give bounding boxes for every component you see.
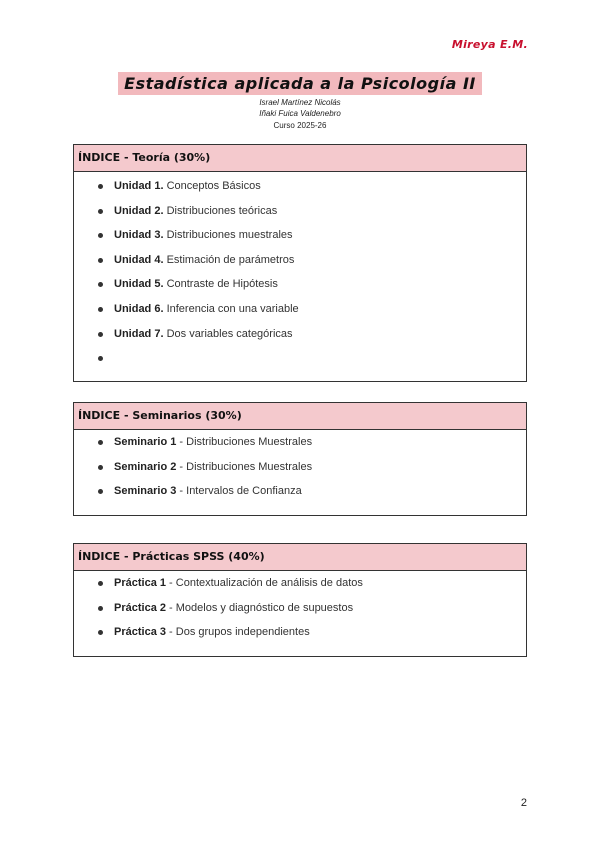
item-text: Inferencia con una variable <box>163 302 299 315</box>
item-text: Distribuciones muestrales <box>163 229 293 242</box>
item-label: Práctica 2 <box>114 601 166 614</box>
list-item[interactable] <box>74 571 526 596</box>
course-year: Curso 2025-26 <box>273 121 327 130</box>
item-label: Unidad 7. <box>114 327 164 340</box>
item-text: - Intervalos de Confianza <box>176 485 302 498</box>
index-practices-box <box>73 543 527 657</box>
item-text: - Dos grupos independientes <box>165 626 310 639</box>
box-padding <box>74 371 526 381</box>
list-item[interactable] <box>74 455 526 480</box>
index-theory-heading: ÍNDICE - Teoría (30%) <box>74 145 526 172</box>
bullet-icon <box>98 307 103 312</box>
bullet-icon <box>98 184 103 189</box>
author-1: Israel Martínez Nicolás <box>259 98 341 107</box>
list-item[interactable] <box>74 174 526 199</box>
title-wrap <box>0 72 600 95</box>
item-label: Práctica 1 <box>114 577 166 589</box>
item-text: Contraste de Hipótesis <box>163 278 278 291</box>
list-item[interactable] <box>74 199 526 224</box>
item-text: - Distribuciones Muestrales <box>176 460 313 473</box>
bullet-icon <box>98 606 103 611</box>
index-theory-box <box>73 144 527 382</box>
item-label: Unidad 3. <box>114 229 164 242</box>
index-practices-heading: ÍNDICE - Prácticas SPSS (40%) <box>74 544 526 571</box>
item-label: Seminario 3 <box>114 485 177 498</box>
index-seminars-box <box>73 402 527 516</box>
theory-list <box>74 172 526 371</box>
list-item[interactable] <box>74 620 526 645</box>
bullet-icon <box>98 209 103 214</box>
author-tag: Mireya E.M. <box>451 38 528 51</box>
item-text: Estimación de parámetros <box>163 253 295 266</box>
item-label: Unidad 1. <box>114 180 164 192</box>
bullet-icon <box>98 356 103 361</box>
list-item[interactable] <box>74 248 526 273</box>
item-label: Práctica 3 <box>114 626 166 639</box>
item-label: Unidad 4. <box>114 253 164 266</box>
list-item[interactable] <box>74 322 526 347</box>
bullet-icon <box>98 489 103 494</box>
bullet-icon <box>98 581 103 586</box>
list-item[interactable] <box>74 223 526 248</box>
item-text: - Modelos y diagnóstico de supuestos <box>165 601 354 614</box>
bullet-icon <box>98 233 103 238</box>
document-title: Estadística aplicada a la Psicología II <box>118 72 482 95</box>
bullet-icon <box>98 440 103 445</box>
item-label: Seminario 2 <box>114 460 177 473</box>
bullet-icon <box>98 465 103 470</box>
page-number: 2 <box>520 797 527 809</box>
seminars-list <box>74 430 526 504</box>
bullet-icon <box>98 630 103 635</box>
list-item[interactable] <box>74 297 526 322</box>
bullet-icon <box>98 258 103 263</box>
list-item[interactable] <box>74 346 526 371</box>
item-label: Unidad 6. <box>114 302 164 315</box>
item-text: Conceptos Básicos <box>163 180 261 192</box>
item-text: - Contextualización de análisis de datos <box>165 577 363 589</box>
practices-list <box>74 571 526 645</box>
list-item[interactable] <box>74 479 526 504</box>
index-seminars-heading: ÍNDICE - Seminarios (30%) <box>74 403 526 430</box>
box-padding <box>74 645 526 656</box>
author-2: Iñaki Fuica Valdenebro <box>259 109 341 118</box>
item-text: - Distribuciones Muestrales <box>176 436 313 448</box>
item-text: Dos variables categóricas <box>163 327 293 340</box>
list-item[interactable] <box>74 272 526 297</box>
bullet-icon <box>98 282 103 287</box>
item-label: Unidad 2. <box>114 204 164 217</box>
item-label: Unidad 5. <box>114 278 164 291</box>
bullet-icon <box>98 332 103 337</box>
list-item[interactable] <box>74 430 526 455</box>
item-text: Distribuciones teóricas <box>163 204 278 217</box>
box-padding <box>74 504 526 515</box>
list-item[interactable] <box>74 596 526 621</box>
item-label: Seminario 1 <box>114 436 177 448</box>
